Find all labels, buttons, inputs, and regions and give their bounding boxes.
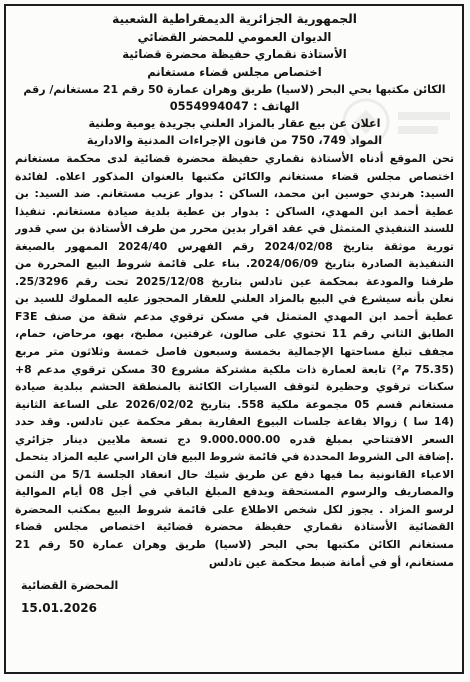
- phone-label: الهاتف :: [252, 99, 300, 113]
- body-line: (75.35 م²) تابعة لعمارة ذات ملكية مشتركة مشروع 30 مسكن ترقوي مدعم 8+: [15, 362, 454, 376]
- body-line: عطية أحمد ابن المهدي المتمثل في مسكن ترقوي مدعم شقة من صنف F3E: [15, 309, 454, 323]
- body-line: طرفنا والمودعة بمحكمة عين تادلس بتاريخ 2025/12/08 تحت رقم 25/3296.: [15, 274, 454, 288]
- bailiff-name: الأستاذة نقماري حفيظة محضرة قضائية: [122, 47, 347, 61]
- republic-title: الجمهورية الجزائرية الديمقراطية الشعبية: [112, 12, 357, 26]
- body-line: القضائية الأستاذة نقماري حفيظة محضرة قضائية اختصاص مجلس قضاء: [15, 520, 454, 534]
- notice-articles: المواد 749، 750 من قانون الإجراءات المدنية والادارية: [86, 134, 383, 147]
- notice-title: اعلان عن بيع عقار بالمزاد العلني بجريدة يومية وطنية: [88, 117, 381, 130]
- body-line: تحن الموقع أدناه الأستاذة نقماري حفيظة محضرة قضائية لدى محكمة مستغانم: [15, 152, 454, 165]
- body-line: سكنات ترقوي وحظيرة لتوقف السيارات الكائنة بالمنطقة الحشم ببلدية صيادة: [15, 380, 454, 394]
- announcement-content: [15, 11, 454, 618]
- body-line: اختصاص مجلس قضاء مستغانم والكائن مكتبها بالعنوان المذكور اعلاه. لفائدة: [15, 169, 454, 183]
- phone-number: 0554994047: [169, 99, 249, 113]
- body-line: لرسو المزاد . يجوز لكل شخص الاطلاع على قائمة شروط البيع بمكتب المحضرة: [15, 502, 454, 516]
- body-line: السيد: هرندي حوسين ابن محمد، الساكن : بدوار عزيب مستغانم. ضد السيد: بن: [15, 187, 454, 201]
- jurisdiction: اختصاص مجلس قضاء مستغانم: [147, 64, 322, 79]
- body-line: نعلن بأنه سيشرع في البيع بالمزاد العلني للعقار المحجوز عليه المملوك للسيد بن: [15, 292, 454, 306]
- signature-label: المحضرة القضائية: [21, 579, 119, 593]
- announcement-date: 15.01.2026: [21, 601, 97, 616]
- body-line: الطابق الثاني رقم 11 تحتوي على صالون، غرفتين، مطبخ، بهو، مرحاض، حمام،: [15, 327, 454, 341]
- phone-line: [15, 98, 454, 115]
- body-line: الاعباء القانونية بما فيها دفع عن طريق شيك حال انعقاد الجلسة 5/1 من الثمن: [15, 467, 454, 481]
- body-line: (14 سا ) زوالا بقاعة جلسات البيوع العقارية بمقر محكمة عين تادلس. وقد حدد: [15, 415, 454, 429]
- body-line: التنفيذية الصادرة بتاريخ 2024/06/09. بناء على قائمة شروط البيع المحررة من: [15, 257, 454, 271]
- announcement-body: [15, 150, 454, 571]
- body-line: للسند التنفيذي المتمثل في عقد اقرار بدين محرر من طرف الأستاذة بن سي قدور: [15, 222, 454, 236]
- body-line: .إضافة الى الشروط المحددة في قائمة شروط البيع فان الراسي عليه المزاد يتحمل: [15, 450, 454, 464]
- body-line: مستغانم، أو في أمانة ضبط محكمة عين تادلس: [208, 555, 454, 569]
- office-title: الديوان العمومي للمحضر القضائي: [137, 29, 332, 44]
- announcement-frame: [4, 4, 464, 674]
- body-line: مستغانم الكائن مكتبها بحي البحر (لاسيا) طريق وهران عمارة 50 رقم 21: [15, 538, 454, 552]
- body-line: عطية أحمد ابن المهدي، الساكن : بدوار بن عطية بلدية صيادة مستغانم. تنفيذا: [15, 204, 454, 218]
- office-address: الكائن مكتبها بحي البحر (لاسيا) طريق وهران عمارة 50 رقم 21 مستغانم/ رقم: [23, 83, 446, 96]
- body-line: مستغانم قسم 05 مجموعة ملكية 558. بتاريخ 2026/02/02 على الساعة الثانية: [15, 397, 454, 411]
- body-line: والمصاريف والرسوم المستحقة ويدفع المبلغ الباقي في أجل 08 أيام الموالية: [15, 485, 454, 499]
- body-line: مجفف تبلغ مساحتها الإجمالية بخمسة وسبعون فاصل خمسة وثلاثون متر مربع: [15, 345, 454, 359]
- body-line: السعر الافتتاحي بمبلغ قدره 9.000.000.00 دج تسعة ملايين دينار جزائري: [15, 432, 454, 446]
- body-line: تورية موثقة بتاريخ 2024/02/08 رقم الفهرس 2024/40 الممهور بالصيغة: [15, 239, 454, 253]
